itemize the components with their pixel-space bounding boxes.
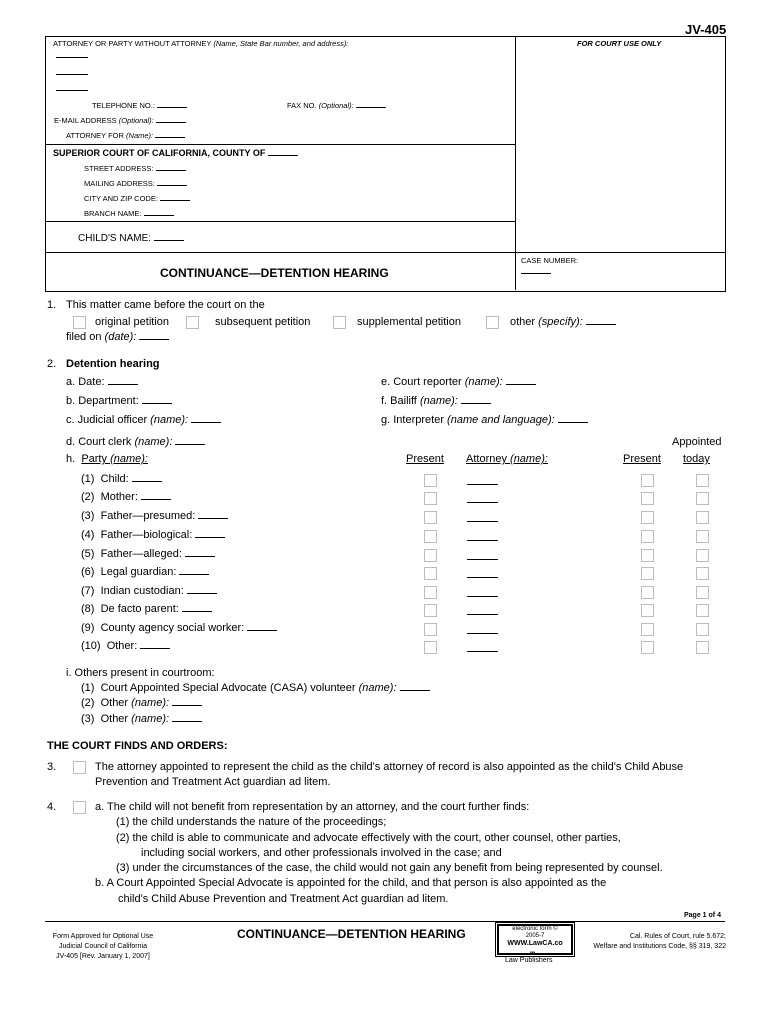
party-present-checkbox[interactable] — [424, 586, 437, 599]
party-label: (6) Legal guardian: — [81, 566, 209, 578]
party-attorney-field[interactable] — [467, 540, 498, 541]
attorney-present-checkbox[interactable] — [641, 474, 654, 487]
attorney-label: ATTORNEY OR PARTY WITHOUT ATTORNEY (Name, State Bar number, and address): — [53, 39, 349, 48]
item1-text: This matter came before the court on the — [66, 299, 265, 311]
county-field[interactable] — [268, 155, 298, 156]
item3-text-line1: The attorney appointed to represent the child as the child's attorney of record is also appointed as the child's Child Abuse — [95, 761, 684, 773]
party-name-field[interactable] — [140, 648, 170, 649]
attorney-present-checkbox[interactable] — [641, 623, 654, 636]
party-present-checkbox[interactable] — [424, 549, 437, 562]
attorney-present-checkbox[interactable] — [641, 567, 654, 580]
party-label: (9) County agency social worker: — [81, 622, 277, 634]
party-present-checkbox[interactable] — [424, 604, 437, 617]
footer-title: CONTINUANCE—DETENTION HEARING — [237, 927, 466, 941]
item4-a2-cont: including social workers, and other professionals involved in the case; and — [141, 847, 502, 859]
party-name-field[interactable] — [132, 481, 162, 482]
footer-left: Form Approved for Optional Use Judicial Council of California JV-405 [Rev. January 1, 2007] — [52, 933, 154, 960]
item1-number: 1. — [47, 299, 57, 311]
item2-number: 2. — [47, 358, 57, 370]
attorney-present-checkbox[interactable] — [641, 511, 654, 524]
findings-heading: THE COURT FINDS AND ORDERS: — [47, 740, 228, 752]
attorney-appointed-checkbox[interactable] — [696, 530, 709, 543]
attorney-appointed-checkbox[interactable] — [696, 567, 709, 580]
email-label: E-MAIL ADDRESS (Optional): — [54, 116, 186, 125]
form-title: CONTINUANCE—DETENTION HEARING — [160, 266, 389, 280]
date-field[interactable] — [108, 384, 138, 385]
publisher-name: Law Publishers — [505, 957, 553, 964]
fax-field[interactable] — [356, 107, 386, 108]
mailing-label: MAILING ADDRESS: — [84, 179, 187, 188]
interpreter-label: g. Interpreter (name and language): — [381, 414, 588, 426]
item4-b: b. A Court Appointed Special Advocate is appointed for the child, and that person is also appointed as the — [95, 877, 607, 889]
branch-field[interactable] — [144, 215, 174, 216]
form-number: JV-405 — [685, 22, 727, 37]
supplemental-petition-label: supplemental petition — [357, 316, 461, 328]
others-row-2: (2) Other (name): — [81, 697, 202, 709]
attorney-appointed-checkbox[interactable] — [696, 511, 709, 524]
judicial-officer-label: c. Judicial officer (name): — [66, 414, 221, 426]
party-attorney-field[interactable] — [467, 577, 498, 578]
party-name-field[interactable] — [141, 499, 171, 500]
court-reporter-label: e. Court reporter (name): — [381, 376, 536, 388]
branch-label: BRANCH NAME: — [84, 209, 174, 218]
party-present-checkbox[interactable] — [424, 530, 437, 543]
party-label: (1) Child: — [81, 473, 162, 485]
case-number-label: CASE NUMBER: — [521, 256, 579, 265]
attorney-appointed-checkbox[interactable] — [696, 549, 709, 562]
department-field[interactable] — [142, 403, 172, 404]
item4-a: a. The child will not benefit from representation by an attorney, and the court further finds: — [95, 801, 530, 813]
court-reporter-field[interactable] — [506, 384, 536, 385]
party-present-checkbox[interactable] — [424, 567, 437, 580]
other-petition-label: other (specify): — [510, 316, 616, 328]
department-label: b. Department: — [66, 395, 172, 407]
casa-name-field[interactable] — [400, 690, 430, 691]
page-number: Page 1 of 4 — [684, 912, 721, 919]
item4-b-cont: child's Child Abuse Prevention and Treatment Act guardian ad litem. — [118, 893, 449, 905]
publisher-stamp-tail: m — [530, 951, 536, 957]
child-name-field[interactable] — [154, 240, 184, 241]
mailing-field[interactable] — [157, 185, 187, 186]
court-clerk-field[interactable] — [175, 444, 205, 445]
party-present-checkbox[interactable] — [424, 474, 437, 487]
attorney-present-checkbox[interactable] — [641, 492, 654, 505]
item3-number: 3. — [47, 761, 57, 773]
party-label: (7) Indian custodian: — [81, 585, 217, 597]
original-petition-label: original petition — [95, 316, 169, 328]
party-attorney-field[interactable] — [467, 633, 498, 634]
city-label: CITY AND ZIP CODE: — [84, 194, 190, 203]
other-name-field-1[interactable] — [172, 705, 202, 706]
street-label: STREET ADDRESS: — [84, 164, 186, 173]
party-present-checkbox[interactable] — [424, 623, 437, 636]
attorney-header: Attorney (name): — [466, 453, 548, 465]
attorney-present-checkbox[interactable] — [641, 586, 654, 599]
item4-checkbox[interactable] — [73, 801, 86, 814]
party-attorney-field[interactable] — [467, 614, 498, 615]
party-name-field[interactable] — [185, 556, 215, 557]
other-name-field-2[interactable] — [172, 721, 202, 722]
party-name-field[interactable] — [195, 537, 225, 538]
party-name-field[interactable] — [179, 574, 209, 575]
party-attorney-field[interactable] — [467, 651, 498, 652]
attorney-address-field[interactable] — [56, 74, 88, 75]
appointed-header: Appointed — [672, 436, 722, 448]
court-use-label: FOR COURT USE ONLY — [577, 39, 662, 48]
party-label: (8) De facto parent: — [81, 603, 212, 615]
party-label: (5) Father—alleged: — [81, 548, 215, 560]
party-present-checkbox[interactable] — [424, 511, 437, 524]
attorney-appointed-checkbox[interactable] — [696, 586, 709, 599]
item3-text-line2: Prevention and Treatment Act guardian ad litem. — [95, 776, 331, 788]
attorney-appointed-checkbox[interactable] — [696, 623, 709, 636]
subsequent-petition-checkbox[interactable] — [186, 316, 199, 329]
attorney-appointed-checkbox[interactable] — [696, 492, 709, 505]
attorney-appointed-checkbox[interactable] — [696, 604, 709, 617]
party-name-field[interactable] — [182, 611, 212, 612]
party-present-checkbox[interactable] — [424, 492, 437, 505]
attorney-city-field[interactable] — [56, 90, 88, 91]
others-row-1: (1) Court Appointed Special Advocate (CASA) volunteer (name): — [81, 682, 430, 694]
footer-right: Cal. Rules of Court, rule 5.672; Welfare and Institutions Code, §§ 319, 322 — [593, 933, 726, 950]
attorney-present-checkbox[interactable] — [641, 641, 654, 654]
publisher-stamp: electronic form © 2005-7 WWW.LawCA.co — [497, 924, 573, 955]
email-field[interactable] — [156, 122, 186, 123]
party-attorney-field[interactable] — [467, 559, 498, 560]
case-number-field[interactable] — [521, 273, 551, 274]
judicial-officer-field[interactable] — [191, 422, 221, 423]
party-attorney-field[interactable] — [467, 596, 498, 597]
item3-checkbox[interactable] — [73, 761, 86, 774]
other-petition-checkbox[interactable] — [486, 316, 499, 329]
detention-hearing-heading: Detention hearing — [66, 358, 160, 370]
attorney-appointed-checkbox[interactable] — [696, 641, 709, 654]
today-header: today — [683, 453, 710, 465]
interpreter-field[interactable] — [558, 422, 588, 423]
attorney-present-checkbox[interactable] — [641, 530, 654, 543]
attorney-appointed-checkbox[interactable] — [696, 474, 709, 487]
telephone-field[interactable] — [157, 107, 187, 108]
attorney-present-checkbox[interactable] — [641, 549, 654, 562]
court-clerk-label: d. Court clerk (name): — [66, 436, 205, 448]
item4-a1: (1) the child understands the nature of the proceedings; — [116, 816, 387, 828]
party-name-field[interactable] — [198, 518, 228, 519]
party-attorney-field[interactable] — [467, 502, 498, 503]
party-label: (3) Father—presumed: — [81, 510, 228, 522]
original-petition-checkbox[interactable] — [73, 316, 86, 329]
attorney-name-field[interactable] — [56, 57, 88, 58]
others-row-3: (3) Other (name): — [81, 713, 202, 725]
party-attorney-field[interactable] — [467, 484, 498, 485]
child-name-label: CHILD'S NAME: — [78, 233, 184, 244]
attorney-for-field[interactable] — [155, 137, 185, 138]
item4-a2: (2) the child is able to communicate and advocate effectively with the court, other counsel, other parties, — [116, 832, 621, 844]
item4-number: 4. — [47, 801, 57, 813]
supplemental-petition-checkbox[interactable] — [333, 316, 346, 329]
court-county-label: SUPERIOR COURT OF CALIFORNIA, COUNTY OF — [53, 148, 298, 158]
telephone-label: TELEPHONE NO.: — [92, 101, 187, 110]
party-present-checkbox[interactable] — [424, 641, 437, 654]
filed-on-label: filed on (date): — [66, 331, 169, 343]
bailiff-label: f. Bailiff (name): — [381, 395, 491, 407]
fax-label: FAX NO. (Optional): — [287, 101, 386, 110]
attorney-present-checkbox[interactable] — [641, 604, 654, 617]
date-label: a. Date: — [66, 376, 138, 388]
party-name-field[interactable] — [247, 630, 277, 631]
item4-a3: (3) under the circumstances of the case, the child would not gain any benefit from being represented by counsel. — [116, 862, 663, 874]
party-name-field[interactable] — [187, 593, 217, 594]
street-field[interactable] — [156, 170, 186, 171]
filed-on-field[interactable] — [139, 339, 169, 340]
party-label: (10) Other: — [81, 640, 170, 652]
attorney-for-label: ATTORNEY FOR (Name): — [66, 131, 185, 140]
present-header: Present — [406, 453, 444, 465]
city-field[interactable] — [160, 200, 190, 201]
party-label: (2) Mother: — [81, 491, 171, 503]
attorney-present-header: Present — [623, 453, 661, 465]
others-present-label: i. Others present in courtroom: — [66, 667, 215, 679]
party-label: (4) Father—biological: — [81, 529, 225, 541]
subsequent-petition-label: subsequent petition — [215, 316, 311, 328]
party-header: h. Party (name): — [66, 453, 148, 465]
party-attorney-field[interactable] — [467, 521, 498, 522]
bailiff-field[interactable] — [461, 403, 491, 404]
other-petition-field[interactable] — [586, 324, 616, 325]
